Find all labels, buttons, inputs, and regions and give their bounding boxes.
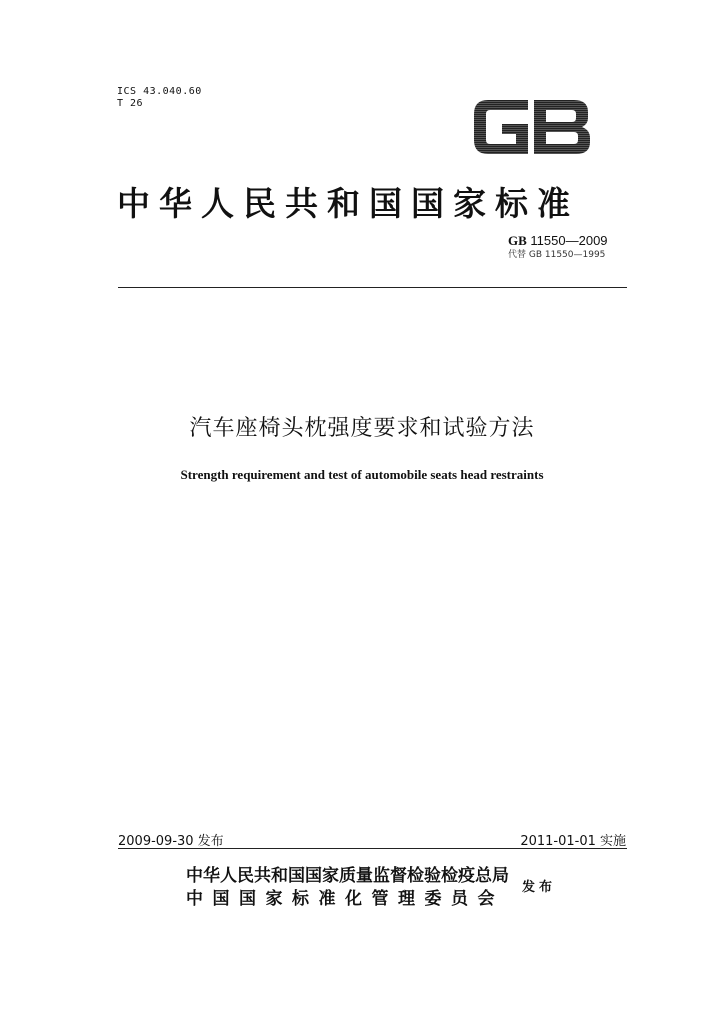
replaces-code: 代替 GB 11550—1995 bbox=[508, 250, 606, 260]
document-title-english: Strength requirement and test of automobile seats head restraints bbox=[180, 467, 544, 482]
gb-logo bbox=[470, 96, 594, 158]
top-divider bbox=[118, 287, 627, 288]
category-code: T 26 bbox=[117, 98, 144, 109]
standard-code-block bbox=[508, 233, 628, 262]
issue-label: 发布 bbox=[522, 880, 557, 895]
classification-codes bbox=[117, 86, 202, 110]
standard-type-heading: 中华人民共和国国家标准 bbox=[117, 184, 579, 223]
publish-date: 2009-09-30 发布 bbox=[118, 834, 224, 849]
standard-code bbox=[508, 233, 628, 249]
issuer-aqsiq: 中华人民共和国国家质量监督检验检疫总局 bbox=[186, 866, 509, 886]
implementation-date: 2011-01-01 实施 bbox=[520, 834, 626, 849]
code-number: 11550—2009 bbox=[530, 233, 608, 248]
document-title-chinese: 汽车座椅头枕强度要求和试验方法 bbox=[189, 416, 535, 441]
issuing-authorities bbox=[186, 865, 516, 911]
issuer-sac: 中国国家标准化管理委员会 bbox=[186, 889, 504, 909]
bottom-divider bbox=[118, 848, 627, 849]
code-prefix: GB bbox=[508, 233, 527, 248]
ics-code: ICS 43.040.60 bbox=[117, 86, 202, 97]
